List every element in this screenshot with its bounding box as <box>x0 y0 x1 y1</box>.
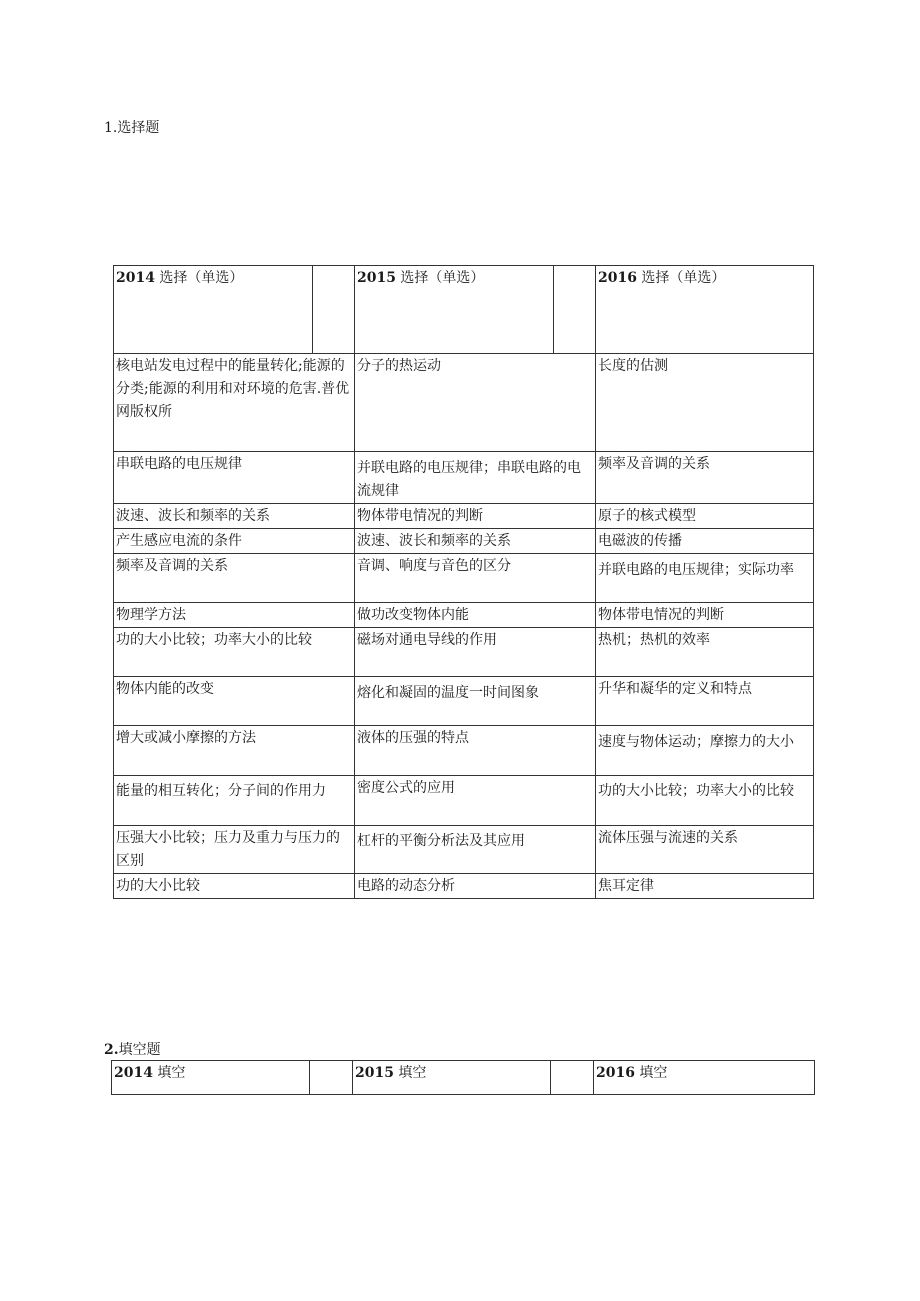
cell-2014: 增大或减小摩擦的方法 <box>114 726 355 776</box>
cell-2014: 压强大小比较；压力及重力与压力的区别 <box>114 826 355 874</box>
header-year: 2014 <box>116 270 155 286</box>
cell-2014: 波速、波长和频率的关系 <box>114 504 355 529</box>
cell-2015: 杠杆的平衡分析法及其应用 <box>355 826 596 874</box>
cell-2016: 焦耳定律 <box>596 874 814 899</box>
cell-2015: 并联电路的电压规律；串联电路的电流规律 <box>355 452 596 504</box>
header-2014-fill <box>112 1061 310 1095</box>
table-row <box>114 826 814 874</box>
table1-header-row <box>114 266 814 354</box>
cell-2016: 升华和凝华的定义和特点 <box>596 677 814 726</box>
table-row <box>114 554 814 603</box>
cell-2015: 做功改变物体内能 <box>355 603 596 628</box>
cell-2015: 物体带电情况的判断 <box>355 504 596 529</box>
cell-2015: 音调、响度与音色的区分 <box>355 554 596 603</box>
table-row <box>114 452 814 504</box>
cell-2016: 并联电路的电压规律；实际功率 <box>596 554 814 603</box>
cell-2015: 分子的热运动 <box>355 354 596 452</box>
cell-2016: 流体压强与流速的关系 <box>596 826 814 874</box>
header-2014-choice <box>114 266 313 354</box>
section-1-heading <box>104 120 159 136</box>
cell-2016: 速度与物体运动；摩擦力的大小 <box>596 726 814 776</box>
cell-2015: 磁场对通电导线的作用 <box>355 628 596 677</box>
section-2-number: 2. <box>104 1042 119 1058</box>
cell-2014: 产生感应电流的条件 <box>114 529 355 554</box>
cell-2016: 长度的估测 <box>596 354 814 452</box>
header-label: 填空 <box>398 1065 427 1081</box>
header-label: 选择（单选） <box>400 270 485 286</box>
cell-2014: 核电站发电过程中的能量转化;能源的分类;能源的利用和对环境的危害.普优网版权所 <box>114 354 355 452</box>
table-row <box>114 504 814 529</box>
header-label: 选择（单选） <box>641 270 726 286</box>
header-2016-fill <box>594 1061 815 1095</box>
cell-2015: 熔化和凝固的温度一时间图象 <box>355 677 596 726</box>
cell-2016: 物体带电情况的判断 <box>596 603 814 628</box>
header-year: 2014 <box>114 1065 153 1081</box>
spacer-cell <box>313 266 355 354</box>
cell-2014: 频率及音调的关系 <box>114 554 355 603</box>
section-1-number: 1. <box>104 120 118 136</box>
cell-2015: 密度公式的应用 <box>355 776 596 826</box>
section-2-title: 填空题 <box>118 1042 161 1058</box>
header-year: 2016 <box>596 1065 635 1081</box>
table-row <box>114 874 814 899</box>
cell-2016: 电磁波的传播 <box>596 529 814 554</box>
table-row <box>114 354 814 452</box>
cell-2016: 原子的核式模型 <box>596 504 814 529</box>
header-2016-choice <box>596 266 814 354</box>
table2-header-row <box>112 1061 815 1095</box>
header-label: 填空 <box>639 1065 668 1081</box>
table-row <box>114 603 814 628</box>
cell-2015: 电路的动态分析 <box>355 874 596 899</box>
spacer-cell <box>310 1061 353 1095</box>
table-row <box>114 726 814 776</box>
cell-2014: 物理学方法 <box>114 603 355 628</box>
header-year: 2015 <box>355 1065 394 1081</box>
cell-2014: 物体内能的改变 <box>114 677 355 726</box>
cell-2014: 串联电路的电压规律 <box>114 452 355 504</box>
header-label: 选择（单选） <box>159 270 244 286</box>
cell-2015: 波速、波长和频率的关系 <box>355 529 596 554</box>
cell-2015: 液体的压强的特点 <box>355 726 596 776</box>
cell-2014: 功的大小比较；功率大小的比较 <box>114 628 355 677</box>
cell-2016: 频率及音调的关系 <box>596 452 814 504</box>
spacer-cell <box>551 1061 594 1095</box>
header-2015-fill <box>353 1061 551 1095</box>
table-row <box>114 677 814 726</box>
choice-question-table <box>113 265 814 899</box>
spacer-cell <box>554 266 596 354</box>
table-row <box>114 776 814 826</box>
cell-2016: 功的大小比较；功率大小的比较 <box>596 776 814 826</box>
cell-2014: 能量的相互转化；分子间的作用力 <box>114 776 355 826</box>
cell-2014: 功的大小比较 <box>114 874 355 899</box>
table-row <box>114 529 814 554</box>
header-year: 2015 <box>357 270 396 286</box>
fill-blank-table <box>111 1060 815 1095</box>
section-2-heading <box>104 1042 161 1058</box>
header-2015-choice <box>355 266 554 354</box>
header-label: 填空 <box>157 1065 186 1081</box>
cell-2016: 热机；热机的效率 <box>596 628 814 677</box>
section-1-title: 选择题 <box>117 120 160 136</box>
table-row <box>114 628 814 677</box>
header-year: 2016 <box>598 270 637 286</box>
